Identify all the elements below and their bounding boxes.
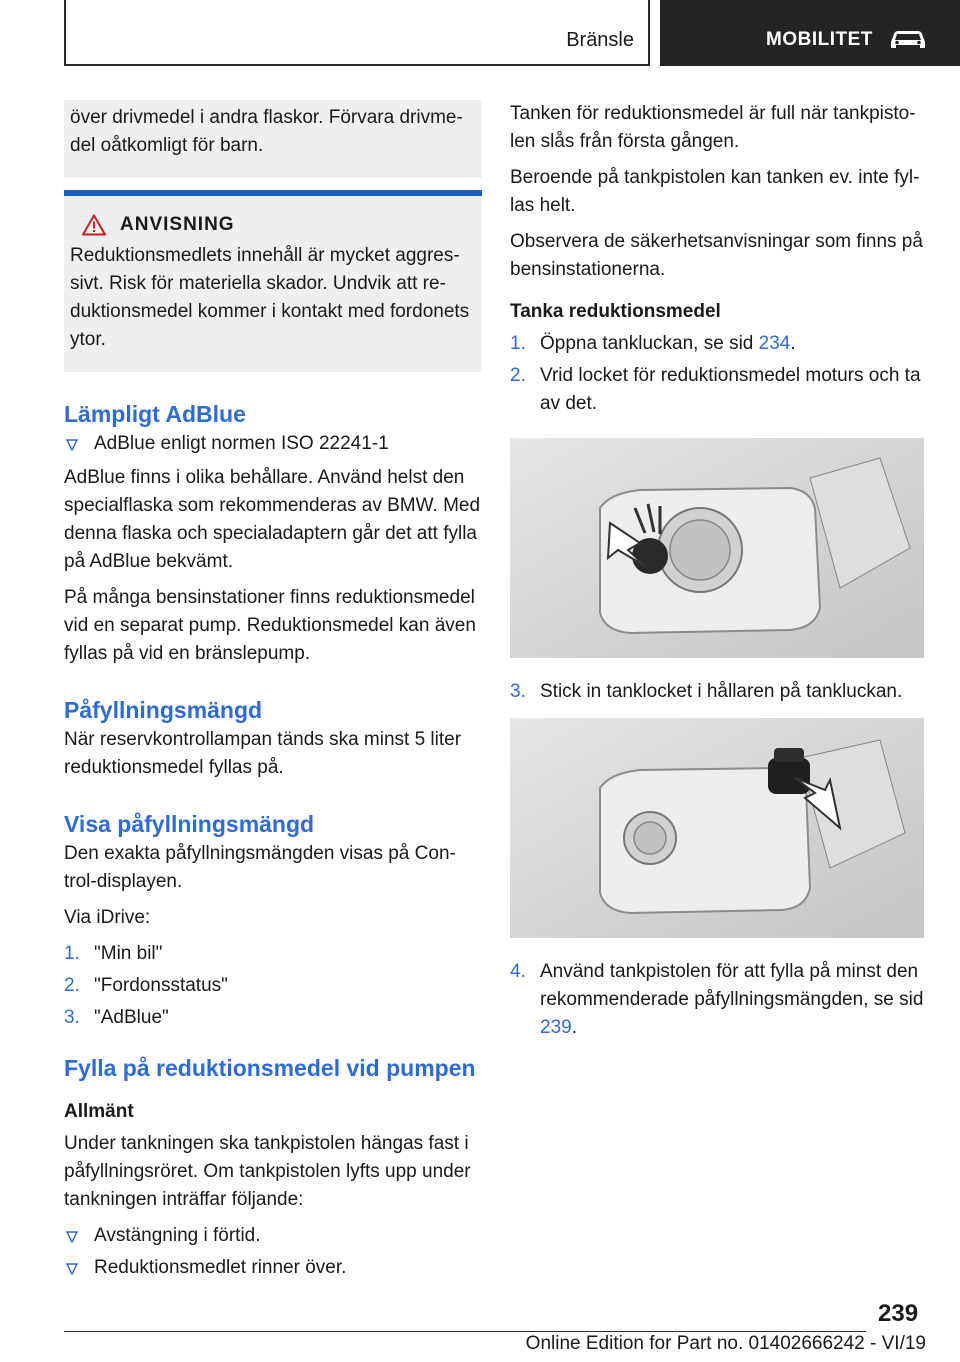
tanka-steps-a [510,330,930,418]
heading-lampligt-adblue: Lämpligt AdBlue [64,401,246,427]
list-item: AdBlue enligt normen ISO 22241-1 [64,430,482,458]
lampligt-para-1: AdBlue finns i olika behållare. Använd helst den specialflaska som rekommenderas av BMW. Med denna flaska och specialadaptern går det att fylla på AdBlue bekvämt. [64,467,481,572]
heading-visa-pafyllningsmangd: Visa påfyllningsmängd [64,811,315,837]
intro-box [64,100,482,178]
list-item: 1. Öppna tankluckan, se sid 234. [510,333,796,354]
tanka-steps-b [510,678,930,706]
warning-triangle-icon [82,214,106,236]
lampligt-bullets [64,430,482,458]
visa-via: Via iDrive: [64,907,151,928]
car-icon [888,26,928,52]
subheading-tanka-reduktionsmedel: Tanka reduktionsmedel [510,301,721,322]
pafyllning-text: När reservkontrollampan tänds ska minst 5 liter reduktionsmedel fyllas på. [64,729,462,778]
footer-edition: Online Edition for Part no. 01402666242 - VI/19 [525,1333,926,1354]
footer-divider [64,1331,866,1332]
figure-fuel-flap-cap-removal [510,438,924,658]
left-column [64,100,482,1288]
intro-text: över drivmedel i andra flaskor. Förvara drivmedel oåtkomligt för barn. [70,107,463,156]
list-item: 2. Vrid locket för reduktionsmedel moturs och ta av det. [510,365,921,414]
page-link-239[interactable]: 239 [540,1017,572,1038]
list-item: 3. "AdBlue" [64,1007,169,1028]
visa-steps [64,940,482,1032]
list-item: 1. "Min bil" [64,943,163,964]
fuel-flap-illustration-1 [510,438,924,658]
notice-title: ANVISNING [120,214,235,235]
notice-text: Reduktionsmedlets innehåll är mycket aggressivt. Risk för materiella skador. Undvik att reduktionsmedel kommer i kontakt med fordonets ytor. [70,245,470,350]
triangle-bullet-icon [66,1231,78,1243]
figure-fuel-cap-holder [510,718,924,938]
list-item: 2. "Fordonsstatus" [64,975,228,996]
list-item: Avstängning i förtid. [64,1222,482,1250]
lampligt-para-2: På många bensinstationer finns reduktionsmedel vid en separat pump. Reduktionsmedel kan även fyllas på vid en bränslepump. [64,587,476,664]
triangle-bullet-icon [66,1263,78,1275]
right-para-1: Tanken för reduktionsmedel är full när tankpistolen slås från första gången. [510,103,916,152]
heading-pafyllningsmangd: Påfyllningsmängd [64,697,263,723]
heading-fylla-pa-reduktionsmedel: Fylla på reduktionsmedel vid pumpen [64,1055,476,1081]
notice-box [64,190,482,372]
header-section-box [64,0,650,66]
fylla-text: Under tankningen ska tankpistolen hängas fast i påfyllningsröret. Om tankpistolen lyfts upp under tankningen inträffar följande: [64,1133,471,1210]
right-para-2: Beroende på tankpistolen kan tanken ev. inte fyllas helt. [510,167,920,216]
fylla-bullets [64,1222,482,1282]
list-item: Reduktionsmedlet rinner över. [64,1254,482,1282]
list-item: 4. Använd tankpistolen för att fylla på minst den rekommenderade påfyllningsmängden, se sid 239. [510,961,924,1038]
list-item: 3. Stick in tanklocket i hållaren på tankluckan. [510,681,903,702]
header-chapter-box [660,0,960,66]
tanka-steps-c [510,958,930,1042]
triangle-bullet-icon [66,439,78,451]
fuel-flap-illustration-2 [510,718,924,938]
notice-header [70,214,476,236]
page-link-234[interactable]: 234 [758,333,791,354]
subheading-allmant: Allmänt [64,1101,134,1122]
right-para-3: Observera de säkerhetsanvisningar som finns på bensinstationerna. [510,231,923,280]
visa-text: Den exakta påfyllningsmängden visas på Control-displayen. [64,843,456,892]
section-title: Bränsle [566,29,634,51]
chapter-title: MOBILITET [766,29,873,50]
page-number: 239 [878,1300,919,1327]
right-column [510,100,930,1048]
